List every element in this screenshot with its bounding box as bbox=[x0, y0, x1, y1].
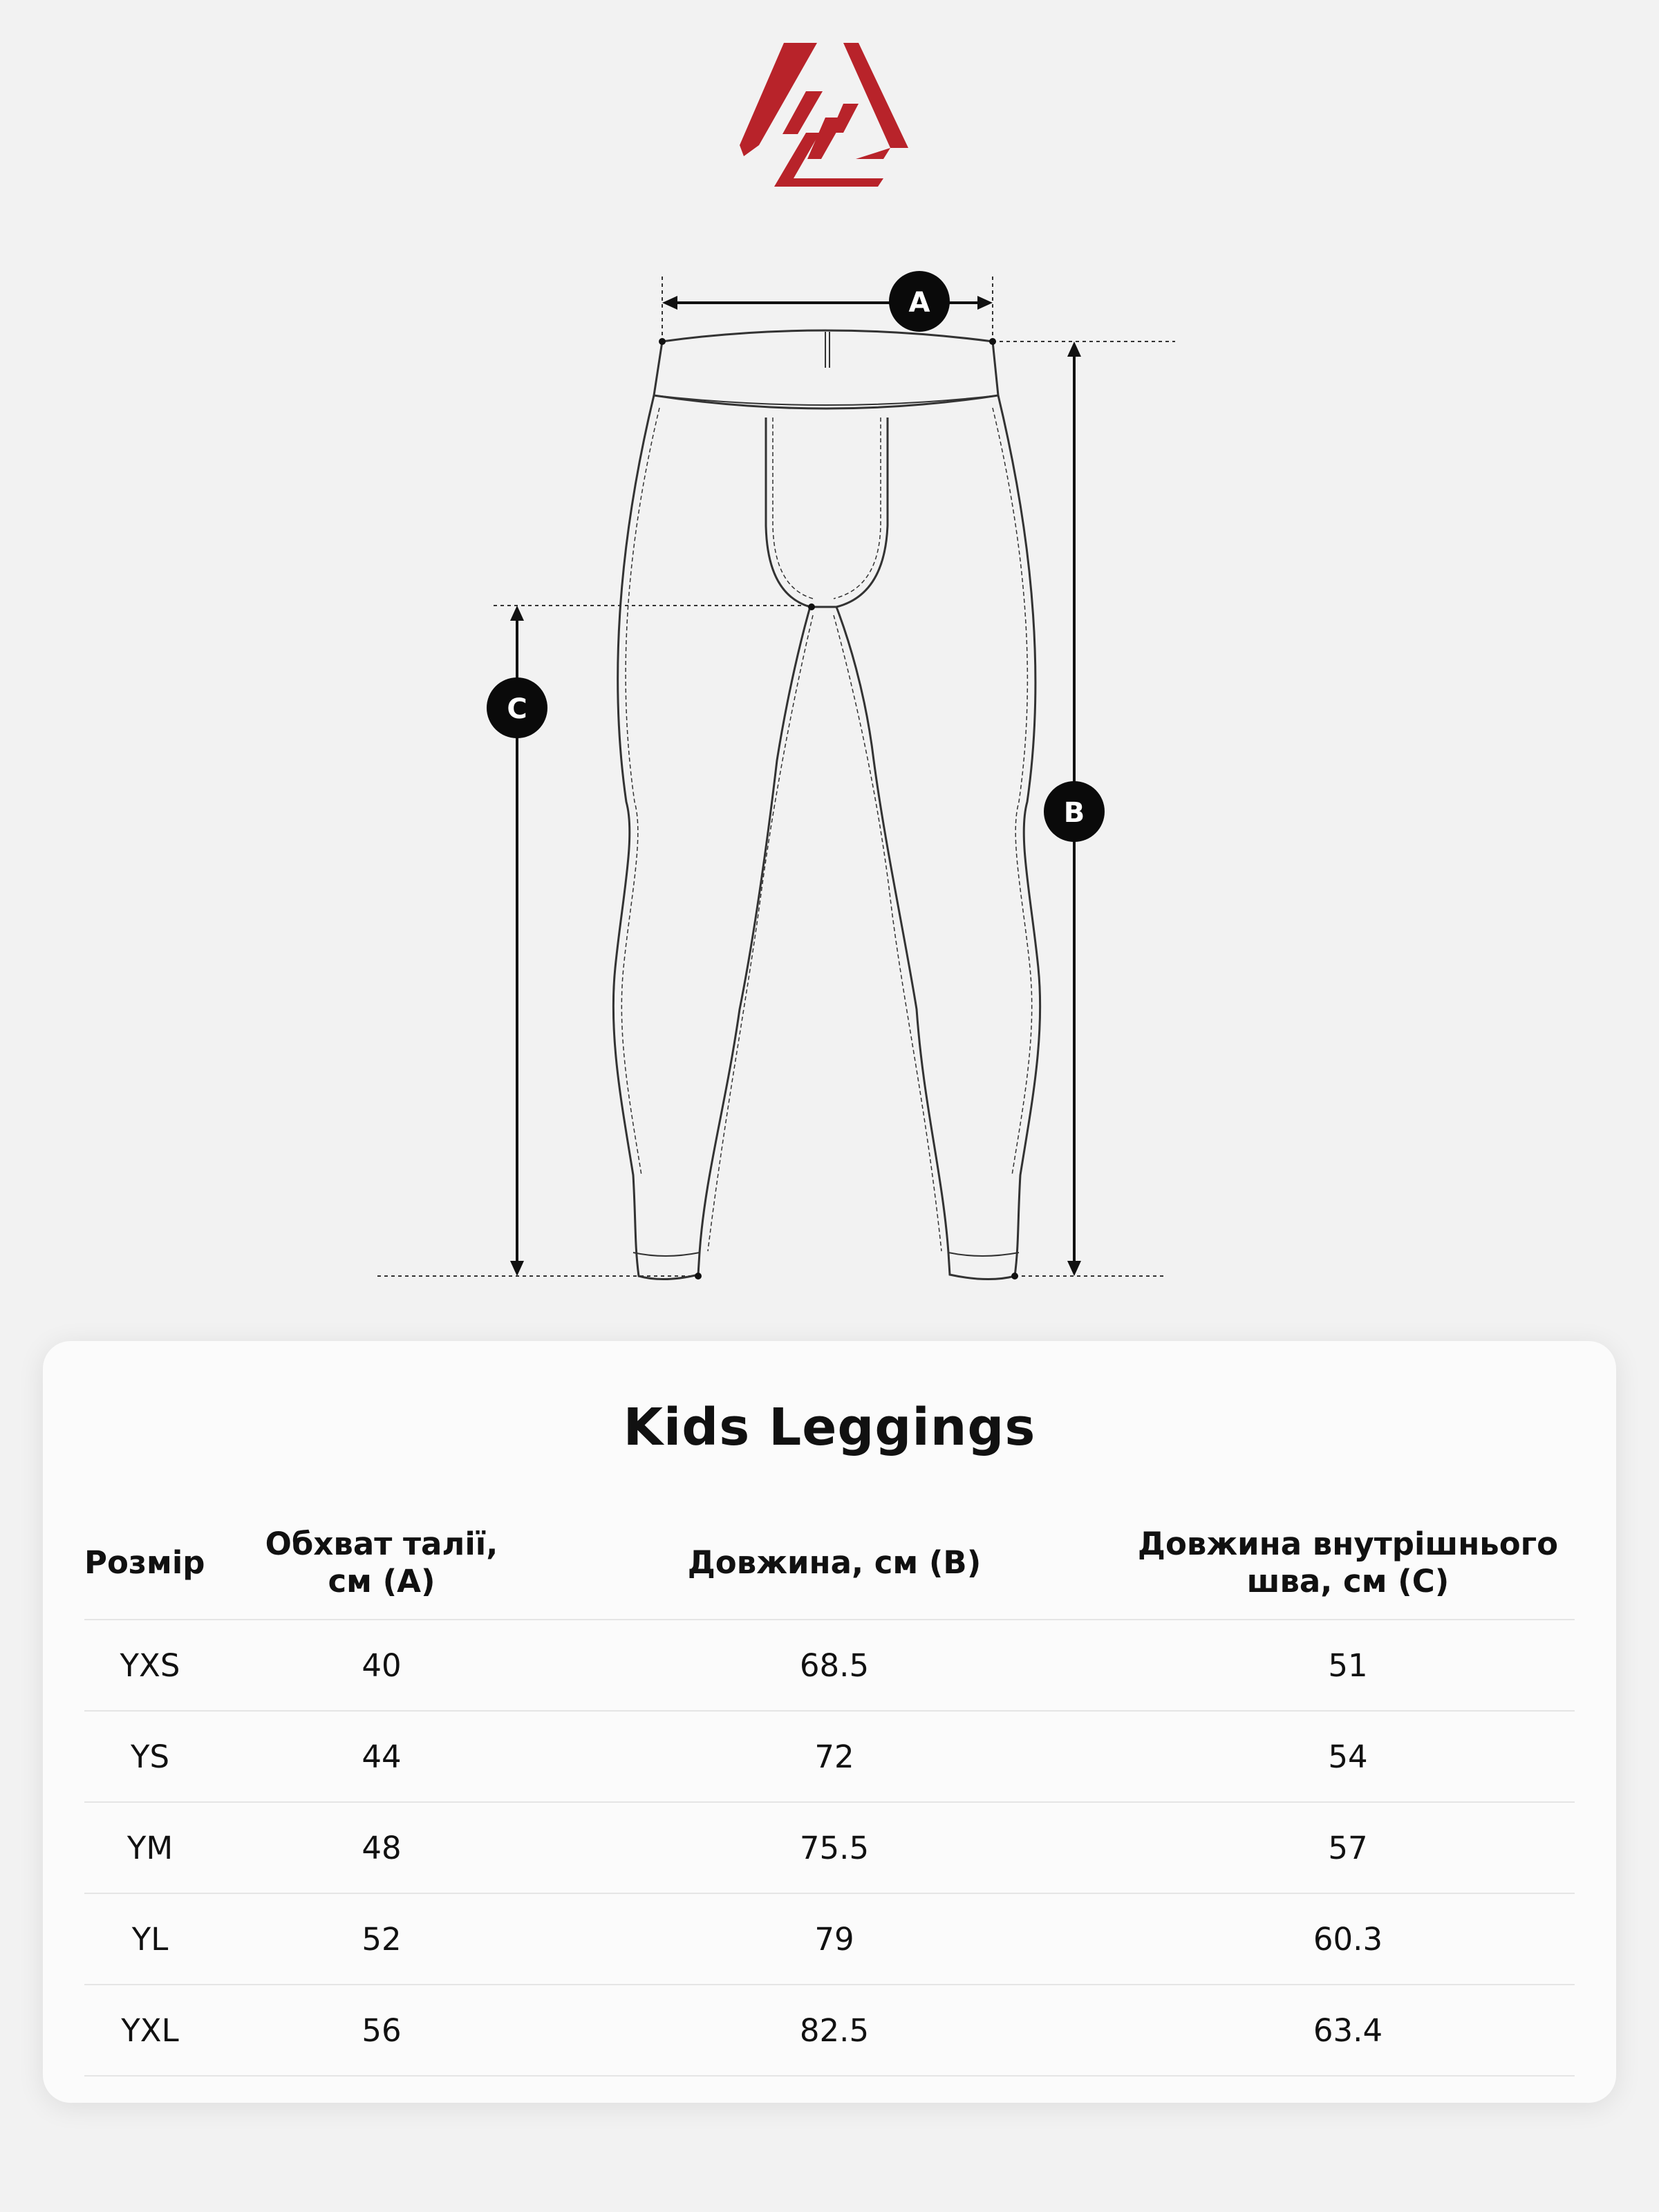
cell-size: YM bbox=[84, 1802, 216, 1893]
leggings-measurement-diagram bbox=[0, 242, 1659, 1293]
cell-waist: 40 bbox=[216, 1620, 547, 1711]
cell-length: 72 bbox=[547, 1711, 1121, 1802]
header-waist: Обхват талії, см (A) bbox=[216, 1507, 547, 1620]
cell-waist: 56 bbox=[216, 1985, 547, 2076]
cell-length: 75.5 bbox=[547, 1802, 1121, 1893]
table-row bbox=[84, 1620, 1575, 1711]
measurement-dots bbox=[659, 338, 1018, 1280]
cell-inseam: 57 bbox=[1121, 1802, 1575, 1893]
table-row bbox=[84, 1985, 1575, 2076]
cell-length: 82.5 bbox=[547, 1985, 1121, 2076]
triangle-knot-logo-icon bbox=[740, 37, 908, 187]
marker-b bbox=[1044, 781, 1105, 842]
svg-text:C: C bbox=[507, 693, 527, 725]
header-inseam: Довжина внутрішнього шва, см (C) bbox=[1121, 1507, 1575, 1620]
cell-length: 79 bbox=[547, 1893, 1121, 1985]
cell-waist: 44 bbox=[216, 1711, 547, 1802]
table-row bbox=[84, 1893, 1575, 1985]
cell-inseam: 54 bbox=[1121, 1711, 1575, 1802]
marker-a bbox=[889, 271, 950, 332]
table-header-row bbox=[84, 1507, 1575, 1620]
cell-length: 68.5 bbox=[547, 1620, 1121, 1711]
table-row bbox=[84, 1711, 1575, 1802]
table-row bbox=[84, 1802, 1575, 1893]
dimension-arrows bbox=[510, 296, 1081, 1276]
reference-lines bbox=[377, 276, 1175, 1276]
size-chart-card bbox=[43, 1341, 1616, 2103]
cell-waist: 48 bbox=[216, 1802, 547, 1893]
cell-size: YXS bbox=[84, 1620, 216, 1711]
cell-inseam: 63.4 bbox=[1121, 1985, 1575, 2076]
cell-size: YL bbox=[84, 1893, 216, 1985]
cell-inseam: 60.3 bbox=[1121, 1893, 1575, 1985]
cell-inseam: 51 bbox=[1121, 1620, 1575, 1711]
cell-waist: 52 bbox=[216, 1893, 547, 1985]
cell-size: YXL bbox=[84, 1985, 216, 2076]
size-chart-title: Kids Leggings bbox=[623, 1398, 1036, 1457]
svg-text:B: B bbox=[1063, 797, 1085, 829]
leggings-outline bbox=[613, 330, 1040, 1280]
header-size: Розмір bbox=[84, 1507, 216, 1620]
cell-size: YS bbox=[84, 1711, 216, 1802]
header-length: Довжина, см (B) bbox=[547, 1507, 1121, 1620]
size-table bbox=[84, 1507, 1575, 2077]
marker-c bbox=[487, 677, 547, 738]
svg-text:A: A bbox=[908, 287, 930, 319]
